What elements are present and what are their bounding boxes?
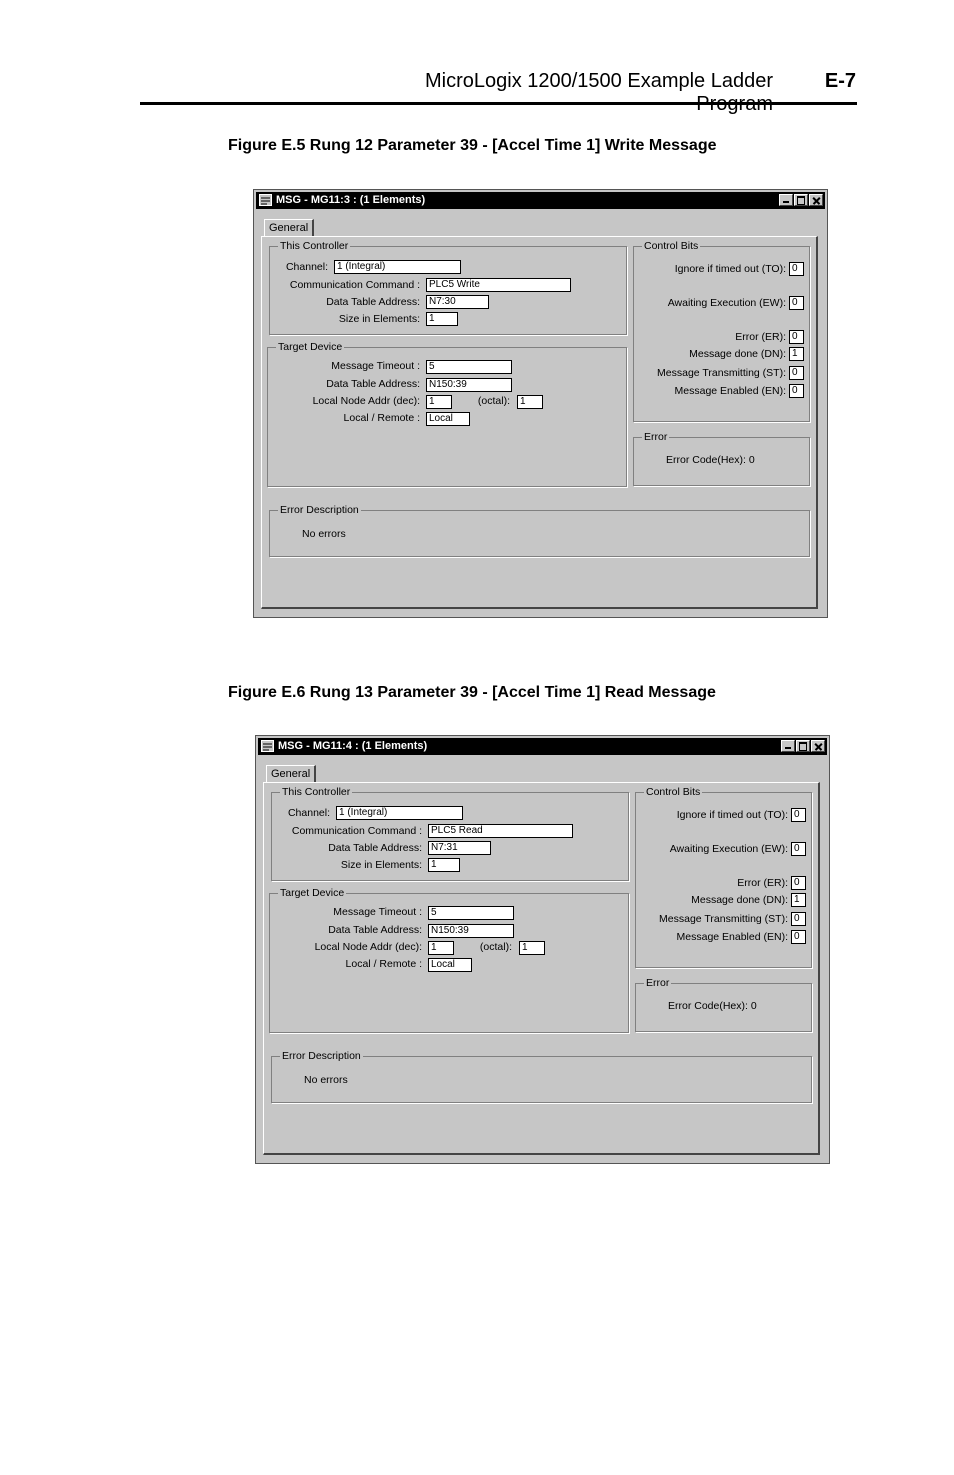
channel-field[interactable]: 1 (Integral) [336,806,463,820]
close-icon[interactable] [809,194,823,206]
message-done-label: Message done (DN): [689,348,786,360]
size-in-elements-label: Size in Elements: [338,313,420,325]
communication-command-label: Communication Command : [289,279,420,291]
size-in-elements-field[interactable]: 1 [428,858,460,872]
target-data-table-address-field[interactable]: N150:39 [426,378,512,392]
error-group [633,431,810,486]
this-controller-group [271,786,629,881]
page-header-title: MicroLogix 1200/1500 Example Ladder [425,70,773,92]
message-enabled-value: 0 [791,930,806,944]
control-bits-label: Control Bits [644,240,699,252]
dialog-title: MSG - MG11:4 : (1 Elements) [278,740,428,752]
channel-label: Channel: [287,807,330,819]
control-bits-group [635,786,812,968]
control-bits-group [633,240,810,422]
target-data-table-address-label: Data Table Address: [328,924,422,936]
octal-label: (octal): [479,941,512,953]
channel-label: Channel: [285,261,328,273]
message-enabled-value: 0 [789,384,804,398]
message-timeout-field[interactable]: 5 [428,906,514,920]
octal-field[interactable]: 1 [519,941,545,955]
message-transmitting-label: Message Transmitting (ST): [659,913,788,925]
size-in-elements-field[interactable]: 1 [426,312,458,326]
octal-field[interactable]: 1 [517,395,543,409]
header-rule [140,102,857,105]
awaiting-execution-label: Awaiting Execution (EW): [667,297,786,309]
msg-dialog-window [255,735,830,1164]
ignore-timed-out-value: 0 [789,262,804,276]
target-device-group [267,341,627,487]
this-controller-group [269,240,627,335]
dialog-title: MSG - MG11:3 : (1 Elements) [276,194,426,206]
octal-label: (octal): [477,395,510,407]
error-description-label: Error Description [282,1050,361,1062]
tab-panel-general [263,782,820,1155]
data-table-address-field[interactable]: N7:30 [426,295,489,309]
error-er-value: 0 [789,330,804,344]
control-bits-label: Control Bits [646,786,701,798]
channel-field[interactable]: 1 (Integral) [334,260,461,274]
ignore-timed-out-value: 0 [791,808,806,822]
message-done-label: Message done (DN): [691,894,788,906]
awaiting-execution-label: Awaiting Execution (EW): [669,843,788,855]
this-controller-label: This Controller [280,240,349,252]
message-transmitting-value: 0 [791,912,806,926]
data-table-address-label: Data Table Address: [326,296,420,308]
page-number: E-7 [824,70,856,92]
local-remote-label: Local / Remote : [343,412,420,424]
error-group-label: Error [646,977,670,989]
message-transmitting-label: Message Transmitting (ST): [657,367,786,379]
message-transmitting-value: 0 [789,366,804,380]
error-group [635,977,812,1032]
figure-caption: Figure E.6 Rung 13 Parameter 39 - [Accel Time 1] Read Message [228,684,716,701]
error-description-text: No errors [302,528,346,540]
message-done-value: 1 [791,893,806,907]
ignore-timed-out-label: Ignore if timed out (TO): [676,809,788,821]
message-icon[interactable] [259,194,272,206]
tab-general[interactable]: General [264,219,314,237]
message-done-value: 1 [789,347,804,361]
error-er-value: 0 [791,876,806,890]
error-description-label: Error Description [280,504,359,516]
error-description-text: No errors [304,1074,348,1086]
message-timeout-field[interactable]: 5 [426,360,512,374]
communication-command-label: Communication Command : [291,825,422,837]
close-icon[interactable] [811,740,825,752]
local-node-addr-label: Local Node Addr (dec): [314,941,422,953]
minimize-icon[interactable] [779,194,793,206]
local-remote-field[interactable]: Local [426,412,470,426]
dialog-titlebar[interactable] [258,738,827,755]
target-data-table-address-field[interactable]: N150:39 [428,924,514,938]
msg-dialog-window [253,189,828,618]
communication-command-field[interactable]: PLC5 Write [426,278,571,292]
minimize-icon[interactable] [781,740,795,752]
local-node-addr-label: Local Node Addr (dec): [312,395,420,407]
size-in-elements-label: Size in Elements: [340,859,422,871]
awaiting-execution-value: 0 [791,842,806,856]
target-device-label: Target Device [280,887,345,899]
message-timeout-label: Message Timeout : [331,360,420,372]
awaiting-execution-value: 0 [789,296,804,310]
maximize-icon[interactable] [794,194,808,206]
target-data-table-address-label: Data Table Address: [326,378,420,390]
message-icon[interactable] [261,740,274,752]
communication-command-field[interactable]: PLC5 Read [428,824,573,838]
local-remote-field[interactable]: Local [428,958,472,972]
message-enabled-label: Message Enabled (EN): [674,385,786,397]
error-description-group [269,504,810,557]
tab-panel-general [261,236,818,609]
local-node-addr-field[interactable]: 1 [426,395,452,409]
message-enabled-label: Message Enabled (EN): [676,931,788,943]
local-node-addr-field[interactable]: 1 [428,941,454,955]
error-code-text: Error Code(Hex): 0 [668,1000,757,1012]
error-er-label: Error (ER): [737,877,788,889]
error-group-label: Error [644,431,668,443]
dialog-titlebar[interactable] [256,192,825,209]
this-controller-label: This Controller [282,786,351,798]
local-remote-label: Local / Remote : [345,958,422,970]
error-er-label: Error (ER): [735,331,786,343]
data-table-address-field[interactable]: N7:31 [428,841,491,855]
target-device-label: Target Device [278,341,343,353]
maximize-icon[interactable] [796,740,810,752]
figure-caption: Figure E.5 Rung 12 Parameter 39 - [Accel Time 1] Write Message [228,137,717,154]
error-description-group [271,1050,812,1103]
data-table-address-label: Data Table Address: [328,842,422,854]
target-device-group [269,887,629,1033]
ignore-timed-out-label: Ignore if timed out (TO): [674,263,786,275]
tab-general[interactable]: General [266,765,316,783]
error-code-text: Error Code(Hex): 0 [666,454,755,466]
message-timeout-label: Message Timeout : [333,906,422,918]
